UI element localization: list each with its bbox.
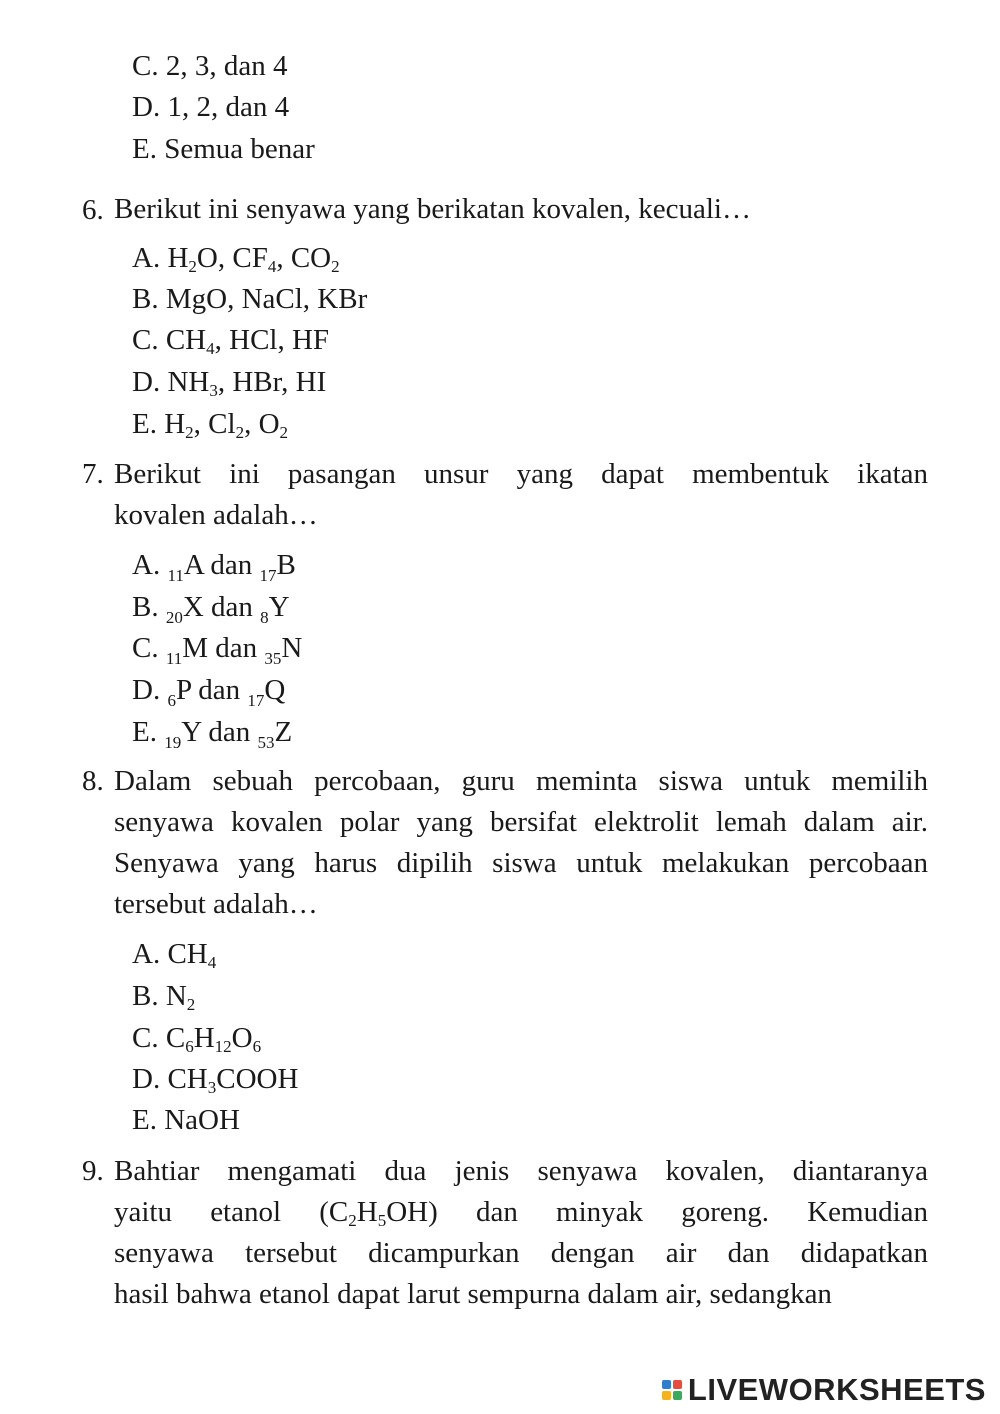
q8-option-c[interactable]: C. $C_6H_{12}O_6$: [132, 1022, 262, 1056]
q7-option-e[interactable]: E. $_{19}$Y dan $_{53}$Z: [132, 716, 293, 752]
liveworksheets-logo: [662, 1372, 986, 1408]
question-9-text: Bahtiar mengamati dua jenis senyawa kovalen, diantaranya yaitu etanol $(C_2H_5OH)$ dan minyak goreng. Kemudian senyawa tersebut dicampurkan dengan air dan didapatkan hasil bahwa etanol dapat larut sempurna dalam air, sedangkan: [114, 1155, 928, 1310]
q8-option-d[interactable]: D. $CH_3COOH$: [132, 1063, 299, 1097]
question-7-text: Berikut ini pasangan unsur yang dapat membentuk ikatan kovalen adalah…: [114, 458, 928, 531]
prev-option-c: C. 2, 3, dan 4: [132, 50, 288, 82]
liveworksheets-logo-text: LIVEWORKSHEETS: [687, 1372, 986, 1407]
question-8-number: 8.: [82, 765, 104, 797]
question-6-number: 6.: [82, 194, 104, 226]
prev-option-d: D. 1, 2, dan 4: [132, 91, 290, 123]
question-8-text: Dalam sebuah percobaan, guru meminta siswa untuk memilih senyawa kovalen polar yang bersifat elektrolit lemah dalam air. Senyawa yang harus dipilih siswa untuk melakukan percobaan tersebut adalah…: [114, 765, 928, 920]
question-6-text: Berikut ini senyawa yang berikatan kovalen, kecuali…: [114, 193, 751, 225]
q8-option-a[interactable]: A. $CH_4$: [132, 938, 217, 972]
q7-option-b[interactable]: B. $_{20}$X dan $_8$Y: [132, 591, 290, 627]
liveworksheets-logo-icon: [662, 1380, 682, 1400]
q7-option-c[interactable]: C. $_{11}$M dan $_{35}$N: [132, 632, 303, 668]
q8-option-b[interactable]: B. $N_2$: [132, 980, 196, 1014]
q6-option-e[interactable]: E. $H_2$, $Cl_2$, $O_2$: [132, 408, 289, 442]
q6-option-a[interactable]: A. $H_2O$, $CF_4$, $CO_2$: [132, 242, 340, 276]
prev-option-e: E. Semua benar: [132, 133, 315, 165]
q6-option-c[interactable]: C. $CH_4$, HCl, HF: [132, 324, 330, 358]
q7-option-a[interactable]: A. $_{11}$A dan $_{17}$B: [132, 549, 296, 585]
q7-option-d[interactable]: D. $_6$P dan $_{17}$Q: [132, 674, 286, 710]
q6-option-d[interactable]: D. $NH_3$, HBr, HI: [132, 366, 327, 400]
q6-option-b[interactable]: B. MgO, NaCl, KBr: [132, 283, 368, 315]
q8-option-e[interactable]: E. NaOH: [132, 1104, 240, 1136]
question-7-number: 7.: [82, 458, 104, 490]
question-9-number: 9.: [82, 1155, 104, 1187]
